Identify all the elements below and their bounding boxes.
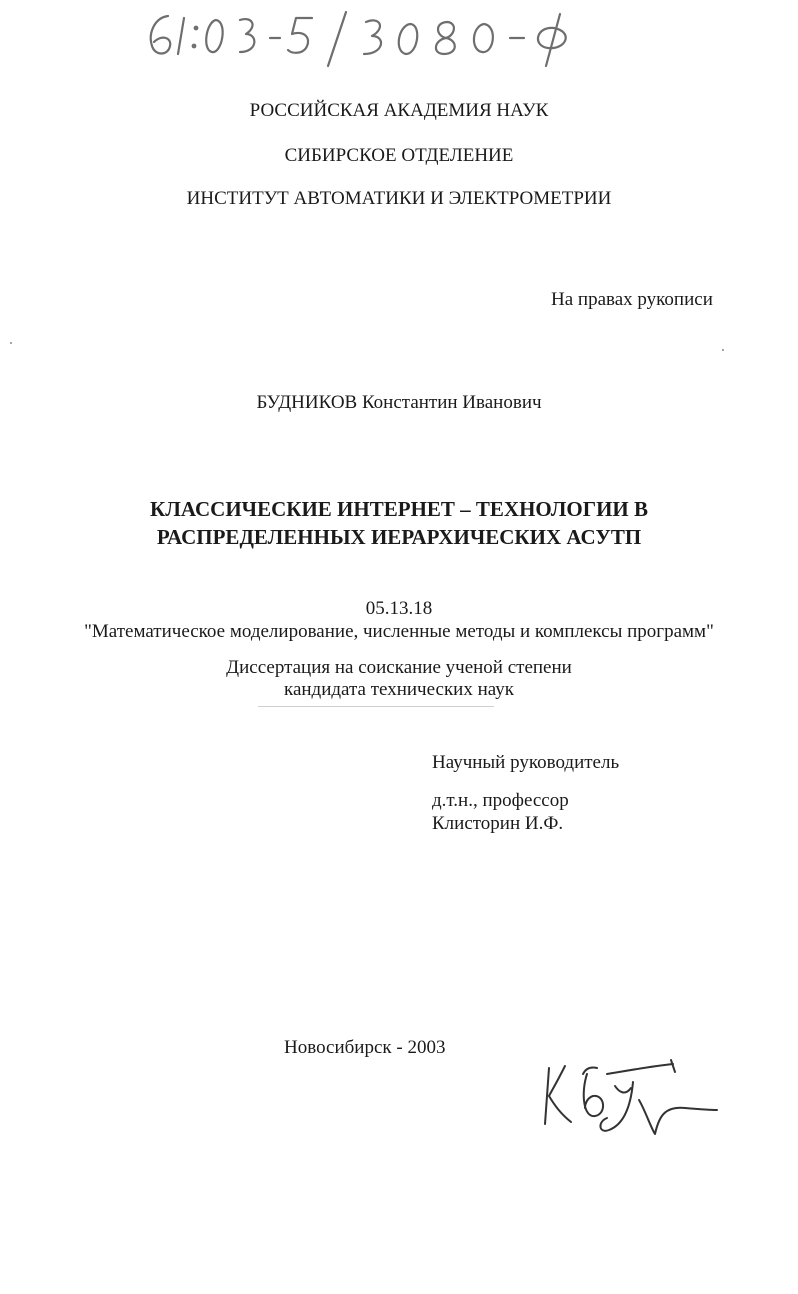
faint-rule bbox=[258, 706, 494, 707]
academy-heading: РОССИЙСКАЯ АКАДЕМИЯ НАУК bbox=[249, 100, 549, 121]
dissertation-title-line-2: РАСПРЕДЕЛЕННЫХ ИЕРАРХИЧЕСКИХ АСУТП bbox=[156, 525, 642, 549]
branch-heading: СИБИРСКОЕ ОТДЕЛЕНИЕ bbox=[284, 145, 514, 166]
degree-line-1: Диссертация на соискание ученой степени bbox=[226, 657, 572, 678]
supervisor-name: Клисторин И.Ф. bbox=[432, 813, 564, 834]
specialty-name: "Математическое моделирование, численные методы и комплексы программ" bbox=[84, 621, 714, 642]
supervisor-rank: д.т.н., профессор bbox=[432, 790, 569, 811]
scan-speck bbox=[10, 342, 12, 344]
dissertation-title-line-1: КЛАССИЧЕСКИЕ ИНТЕРНЕТ – ТЕХНОЛОГИИ В bbox=[150, 497, 648, 521]
archive-stamp-handwriting bbox=[140, 8, 610, 70]
supervisor-heading: Научный руководитель bbox=[432, 752, 620, 773]
signature-handwriting bbox=[535, 1052, 720, 1142]
institute-heading: ИНСТИТУТ АВТОМАТИКИ И ЭЛЕКТРОМЕТРИИ bbox=[186, 188, 612, 209]
manuscript-note: На правах рукописи bbox=[551, 289, 713, 310]
scan-speck bbox=[722, 349, 724, 351]
author-name: БУДНИКОВ Константин Иванович bbox=[256, 392, 542, 413]
city-year: Новосибирск - 2003 bbox=[284, 1037, 446, 1058]
specialty-code: 05.13.18 bbox=[365, 598, 433, 619]
degree-line-2: кандидата технических наук bbox=[284, 679, 514, 700]
